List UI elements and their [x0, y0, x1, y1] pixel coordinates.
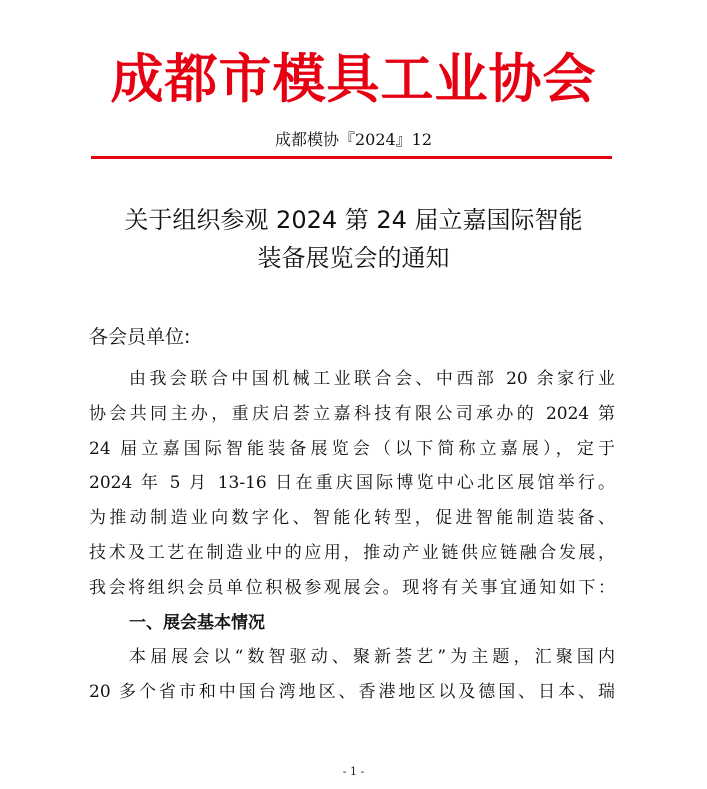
notice-title-line-1: 关于组织参观 2024 第 24 届立嘉国际智能 — [124, 206, 583, 234]
body-line: 协会共同主办，重庆启荟立嘉科技有限公司承办的 2024 第 — [89, 403, 615, 424]
addressee: 各会员单位: — [89, 326, 191, 348]
body-line: 我会将组织会员单位积极参观展会。现将有关事宜通知如下： — [89, 577, 615, 598]
body-line: 技术及工艺在制造业中的应用，推动产业链供应链融合发展， — [89, 542, 615, 563]
red-divider-line — [91, 156, 612, 159]
organization-title: 成都市模具工业协会 — [110, 48, 597, 110]
body-line: 为推动制造业向数字化、智能化转型，促进智能制造装备、 — [89, 508, 615, 529]
notice-title — [0, 201, 707, 277]
body-line: 由我会联合中国机械工业联合会、中西部 20 余家行业 — [129, 369, 615, 389]
section-heading: 一、展会基本情况 — [129, 612, 265, 633]
body-line: 2024 年 5 月 13-16 日在重庆国际博览中心北区展馆举行。 — [89, 473, 615, 494]
page-number: - 1 - — [342, 765, 365, 778]
notice-title-line-2: 装备展览会的通知 — [257, 244, 450, 272]
body-line: 24 届立嘉国际智能装备展览会（以下简称立嘉展），定于 — [89, 438, 615, 459]
body-text — [89, 362, 615, 710]
body-line: 20 多个省市和中国台湾地区、香港地区以及德国、日本、瑞 — [89, 682, 615, 703]
body-line: 本届展会以“数智驱动、聚新荟艺”为主题，汇聚国内 — [129, 647, 615, 668]
document-number: 成都模协『2024』12 — [274, 130, 433, 149]
